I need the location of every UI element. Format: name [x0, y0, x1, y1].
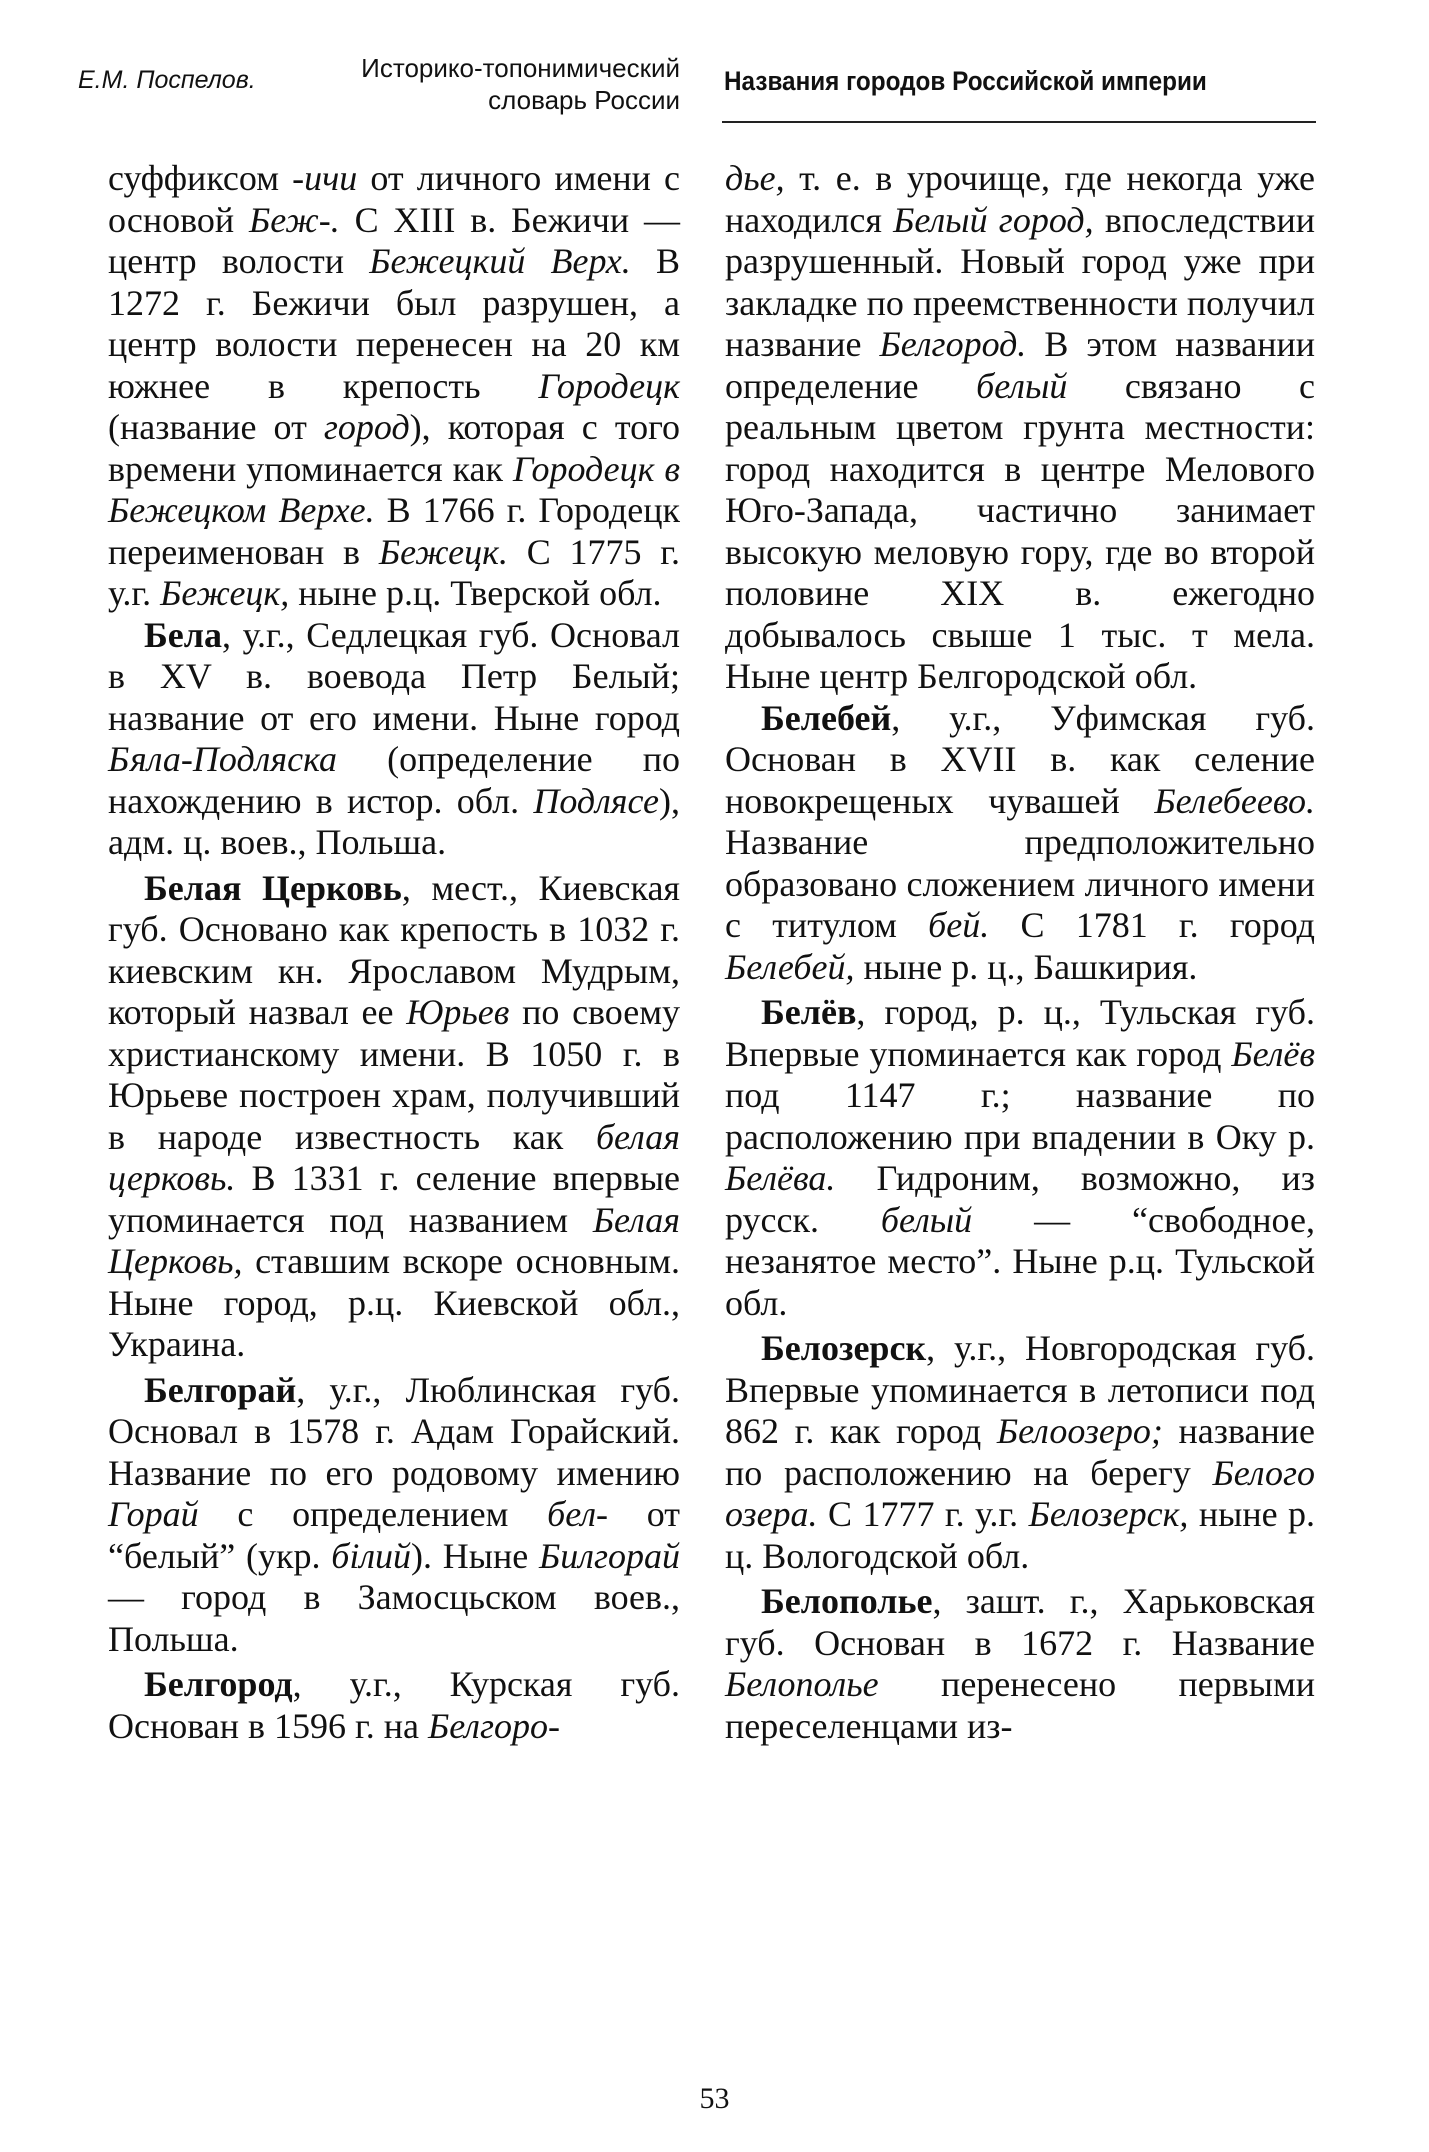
continued-entry: дье, т. е. в урочище, где некогда уже находился Белый город, впоследствии разрушенный. Новый город уже при закладке по преемственности получил название Белгород. В этом названии определение белый связано с реальным цветом грунта местности: город находится в центре Мелового Юго-Запада, частично занимает высокую меловую гору, где во второй половине XIX в. ежегодно добывалось свыше 1 тыс. т мела. Ныне центр Белгородской обл.	[725, 158, 1315, 696]
headword: Белёв	[761, 992, 857, 1032]
entry-belozersk: Белозерск, у.г., Новгородская губ. Впервые упоминается в летописи под 862 г. как город Белоозеро; название по расположению на берегу Белого озера. С 1777 г. у.г. Белозерск, ныне р. ц. Вологодской обл.	[725, 1328, 1315, 1576]
entry-belopolye: Белополье, зашт. г., Харьковская губ. Основан в 1672 г. Название Белополье перенесено первыми переселенцами из-	[725, 1581, 1315, 1746]
headword: Бела	[144, 614, 222, 655]
headword: Белозерск	[761, 1328, 927, 1368]
header-rule	[722, 121, 1316, 123]
headword: Белебей	[761, 697, 892, 738]
running-header-left	[78, 48, 680, 128]
entry-belaya-tserkov: Белая Церковь, мест., Киевская губ. Основано как крепость в 1032 г. киевским кн. Ярославом Мудрым, который назвал ее Юрьев по своему христианскому имени. В 1050 г. в Юрьеве построен храм, получивший в народе известность как белая церковь. В 1331 г. селение впервые упоминается под названием Белая Церковь, ставшим вскоре основным. Ныне город, р.ц. Киевской обл., Украина.	[108, 867, 680, 1364]
entry-bela: Бела, у.г., Седлецкая губ. Основал в XV в. воевода Петр Белый; название от его имени. Ныне город Бяла-Подляска (определение по нахождению в истор. обл. Подлясе), адм. ц. воев., Польша.	[108, 614, 680, 862]
page-number: 53	[699, 2082, 730, 2115]
entry-belyov: Белёв, город, р. ц., Тульская губ. Впервые упоминается как город Белёв под 1147 г.; название по расположению при впадении в Оку р. Белёва. Гидроним, возможно, из русск. белый — “свободное, незанятое место”. Ныне р.ц. Тульской обл.	[725, 992, 1315, 1323]
book-title	[361, 52, 680, 116]
headword: Белополье	[761, 1581, 933, 1621]
headword: Белгорай	[144, 1369, 297, 1410]
entry-belebey: Белебей, у.г., Уфимская губ. Основан в XVII в. как селение новокрещеных чувашей Белебеево. Название предположительно образовано сложением личного имени с титулом бей. С 1781 г. город Белебей, ныне р. ц., Башкирия.	[725, 697, 1315, 987]
book-title-line-2: словарь России	[488, 85, 680, 115]
book-title-line-1: Историко-топонимический	[361, 53, 680, 83]
entry-belgoray: Белгорай, у.г., Люблинская губ. Основал в 1578 г. Адам Горайский. Название по его родовому имению Горай с определением бел- от “белый” (укр. білий). Ныне Билгорай — город в Замосцьском воев., Польша.	[108, 1369, 680, 1659]
author-name: Е.М. Поспелов.	[78, 66, 256, 94]
headword: Белая Церковь	[144, 867, 402, 908]
left-column	[108, 158, 680, 1747]
section-title: Названия городов Российской империи	[724, 66, 1207, 96]
continued-entry: суффиксом -ичи от личного имени с основой Беж-. С XIII в. Бежичи — центр волости Бежецкий Верх. В 1272 г. Бежичи был разрушен, а центр волости перенесен на 20 км южнее в крепость Городецк (название от город), которая с того времени упоминается как Городецк в Бежецком Верхе. В 1766 г. Городецк переименован в Бежецк. С 1775 г. у.г. Бежецк, ныне р.ц. Тверской обл.	[108, 158, 681, 613]
entry-belgorod: Белгород, у.г., Курская губ. Основан в 1596 г. на Белгоро-	[108, 1664, 680, 1746]
right-column	[725, 158, 1315, 1747]
headword: Белгород	[144, 1664, 293, 1704]
